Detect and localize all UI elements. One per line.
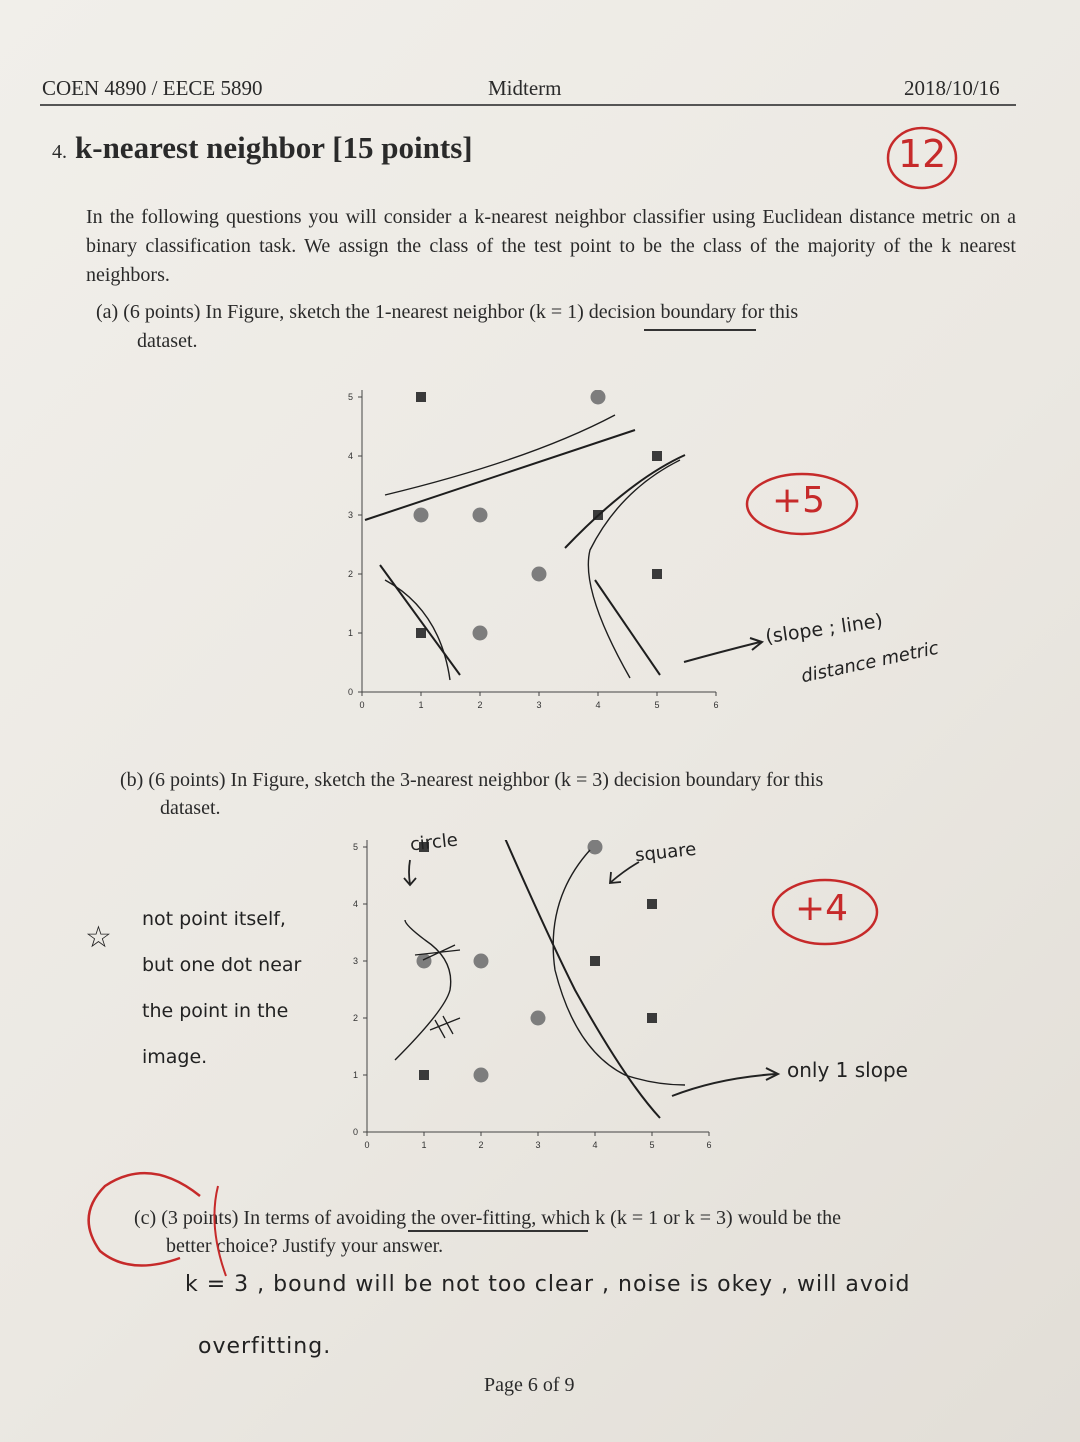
boundary-b-hatch2: [430, 1016, 460, 1038]
figure-a-boundaries: [365, 415, 685, 680]
boundary-right-curve: [588, 460, 680, 678]
side-note-line3: the point in the: [142, 1000, 289, 1022]
total-score-value: 12: [898, 132, 947, 176]
side-note: [142, 896, 301, 1080]
note-a-slope: (slope ; line): [764, 609, 885, 649]
exam-name: Midterm: [488, 76, 562, 100]
fig-b-square-point: [647, 899, 657, 909]
page-number: Page 6 of 9: [484, 1374, 575, 1396]
fig-a-square-point: [652, 451, 662, 461]
arrow-b: [668, 1062, 788, 1102]
fig-b-x-tick-label: 5: [649, 1140, 655, 1150]
score-a: [740, 466, 870, 546]
fig-a-x-tick-label: 1: [418, 700, 424, 710]
fig-b-y-tick-label: 1: [352, 1070, 358, 1080]
k1-underline: [644, 329, 756, 331]
fig-a-y-tick-label: 3: [347, 510, 353, 520]
fig-a-x-tick-label: 4: [595, 700, 601, 710]
fig-a-circle-point: [532, 567, 547, 582]
fig-b-y-tick-label: 4: [352, 899, 358, 909]
fig-a-square-point: [416, 392, 426, 402]
question-intro: In the following questions you will consider a k-nearest neighbor classifier using Euclidean distance metric on a binary classification task. We assign the class of the test point to be the class of the majority of the k nearest neighbors.: [86, 206, 1016, 286]
fig-b-x-tick-label: 3: [535, 1140, 541, 1150]
answer-line2: overfitting.: [198, 1334, 332, 1359]
score-a-value: +5: [772, 480, 826, 521]
part-b-prompt: (b) (6 points) In Figure, sketch the 3-nearest neighbor (k = 3) decision boundary for this: [120, 769, 824, 791]
fig-a-y-tick-label: 2: [347, 569, 353, 579]
label-circle-arrow: [398, 858, 428, 890]
arrow-a: [680, 632, 770, 672]
fig-a-circle-point: [473, 508, 488, 523]
fig-b-x-tick-label: 1: [421, 1140, 427, 1150]
part-c-prompt: (c) (3 points) In terms of avoiding the over-fitting, which k (k = 1 or k = 3) would be the: [134, 1207, 842, 1229]
fig-b-x-tick-label: 0: [364, 1140, 370, 1150]
fig-b-circle-point: [474, 954, 489, 969]
side-note-line4: image.: [142, 1046, 208, 1068]
fig-a-x-tick-label: 5: [654, 700, 660, 710]
fig-b-square-point: [647, 1013, 657, 1023]
part-a-prompt: (a) (6 points) In Figure, sketch the 1-nearest neighbor (k = 1) decision boundary for this: [96, 301, 799, 323]
score-b: [765, 872, 895, 952]
fig-b-circle-point: [417, 954, 432, 969]
total-score: [880, 118, 970, 196]
fig-a-x-tick-label: 0: [359, 700, 365, 710]
fig-a-x-tick-label: 3: [536, 700, 542, 710]
fig-b-circle-point: [531, 1011, 546, 1026]
figure-a-points: [414, 390, 663, 641]
fig-b-y-tick-label: 5: [352, 842, 358, 852]
course-code: COEN 4890 / EECE 5890: [42, 76, 263, 100]
fig-a-y-tick-label: 1: [347, 628, 353, 638]
part-b-prompt-cont: dataset.: [160, 797, 221, 819]
fig-b-x-tick-label: 4: [592, 1140, 598, 1150]
boundary-left-line: [380, 565, 460, 675]
boundary-right-line: [565, 455, 685, 548]
label-square: square: [634, 838, 698, 867]
header-rule: [40, 104, 1016, 106]
fig-a-square-point: [416, 628, 426, 638]
question-title-text: k-nearest neighbor [15 points]: [75, 130, 473, 165]
fig-a-y-tick-label: 4: [347, 451, 353, 461]
fig-a-square-point: [652, 569, 662, 579]
figure-a-axes: [348, 390, 719, 710]
boundary-b-left: [395, 920, 451, 1060]
fig-b-x-tick-label: 2: [478, 1140, 484, 1150]
exam-date: 2018/10/16: [904, 76, 1000, 100]
fig-b-circle-point: [474, 1068, 489, 1083]
boundary-top-line: [365, 430, 635, 520]
answer-line1: k = 3 , bound will be not too clear , noise is okey , will avoid: [185, 1272, 911, 1297]
part-a-prompt-cont: dataset.: [137, 330, 198, 352]
figure-b: [335, 840, 735, 1160]
fig-a-x-tick-label: 2: [477, 700, 483, 710]
fig-b-y-tick-label: 2: [352, 1013, 358, 1023]
note-a-distance: distance metric: [799, 637, 941, 688]
fig-b-y-tick-label: 0: [352, 1127, 358, 1137]
fig-a-x-tick-label: 6: [713, 700, 719, 710]
part-c-prompt-cont: better choice? Justify your answer.: [166, 1235, 444, 1257]
boundary-top-curve: [385, 415, 615, 495]
fig-b-y-tick-label: 3: [352, 956, 358, 966]
question-title: [52, 130, 473, 166]
part-c-red-circle: [80, 1166, 230, 1286]
question-number: 4.: [52, 141, 67, 163]
side-note-line2: but one dot near: [142, 954, 302, 976]
overfitting-underline: [408, 1230, 588, 1232]
side-star-icon: ☆: [85, 920, 112, 955]
fig-a-circle-point: [473, 626, 488, 641]
score-b-value: +4: [795, 888, 849, 929]
fig-b-square-point: [590, 956, 600, 966]
fig-a-y-tick-label: 0: [347, 687, 353, 697]
label-square-arrow: [605, 858, 645, 888]
fig-b-square-point: [419, 1070, 429, 1080]
label-circle: circle: [409, 829, 459, 856]
side-note-line1: not point itself,: [142, 908, 286, 930]
fig-a-circle-point: [414, 508, 429, 523]
figure-a: [330, 390, 730, 720]
fig-b-circle-point: [588, 840, 603, 855]
fig-a-y-tick-label: 5: [347, 392, 353, 402]
fig-b-x-tick-label: 6: [706, 1140, 712, 1150]
fig-a-circle-point: [591, 390, 606, 405]
note-b: only 1 slope: [787, 1058, 908, 1082]
